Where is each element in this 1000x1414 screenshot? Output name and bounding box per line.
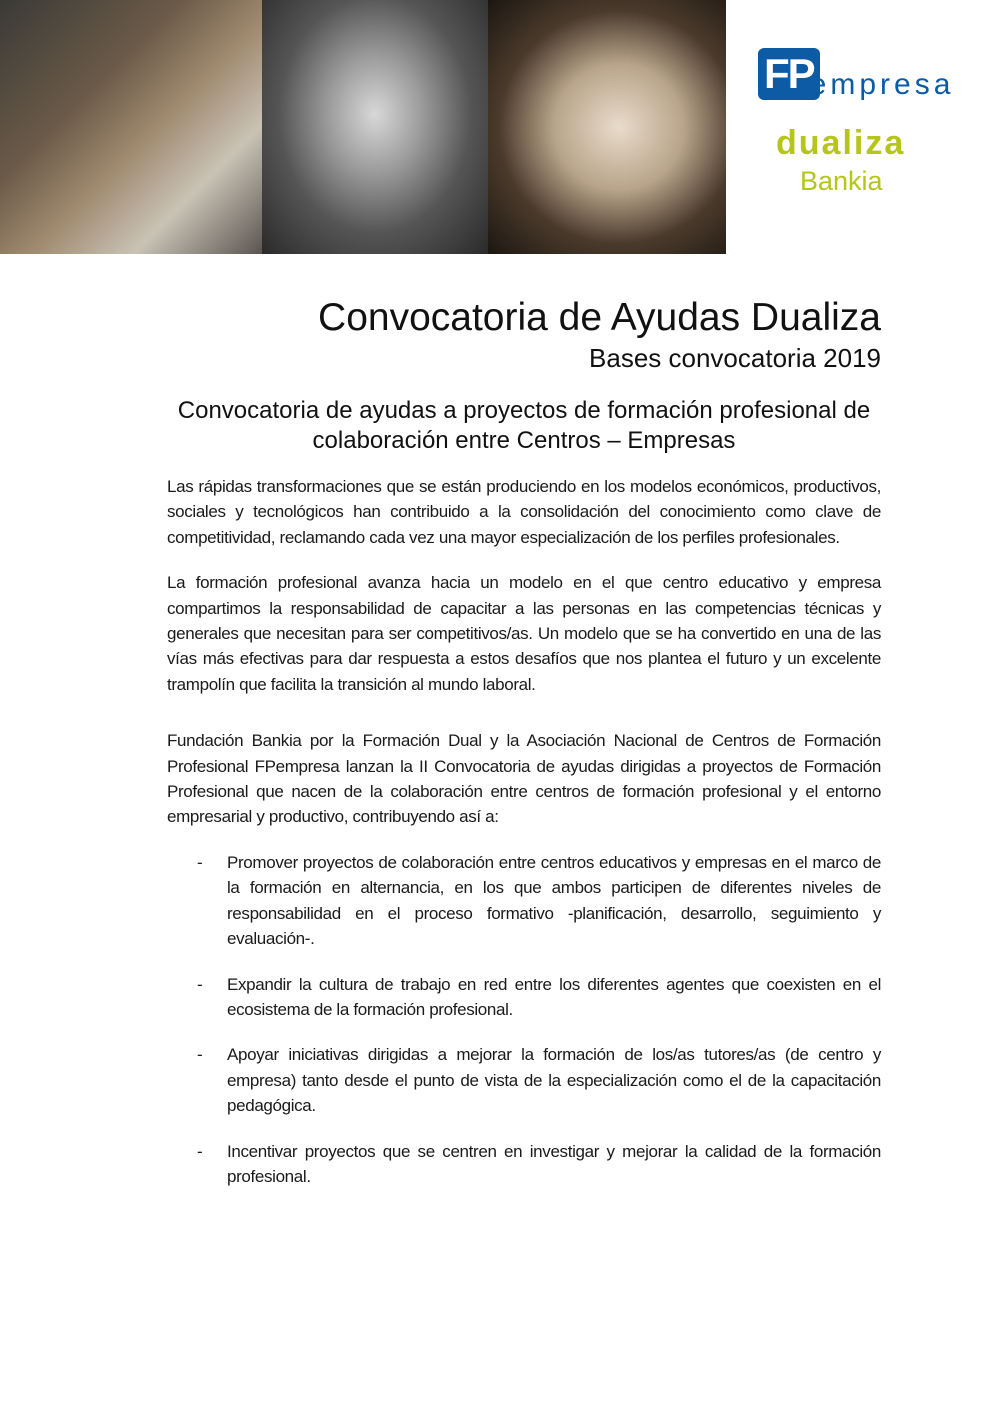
list-item <box>167 1139 881 1190</box>
fpempresa-logo-fp: FP <box>758 48 820 100</box>
fpempresa-logo-word: empresa <box>809 68 955 101</box>
bankia-logo: Bankia <box>800 166 883 196</box>
list-item-text: Promover proyectos de colaboración entre centros educativos y empresas en el marco de la formación en alternancia, en los que ambos participen de diferentes niveles de responsabilidad en el proceso formativo -planificación, desarrollo, seguimiento y evaluación-. <box>227 852 881 949</box>
photo-high-five <box>0 0 262 254</box>
section-heading: Convocatoria de ayudas a proyectos de formación profesional de colaboración entre Centros – Empresas <box>177 397 871 454</box>
paragraph: Fundación Bankia por la Formación Dual y la Asociación Nacional de Centros de Formación Profesional FPempresa lanzan la II Convocatoria de ayudas dirigidas a proyectos de Formación Profesional que nacen de la colaboración entre centros de formación profesional y el entorno empresarial y productivo, contribuyendo así a: <box>167 731 881 827</box>
bullet-dash: - <box>197 1045 203 1065</box>
paragraph: Las rápidas transformaciones que se están produciendo en los modelos económicos, productivos, sociales y tecnológicos han contribuido a la consolidación del conocimiento como clave de competitividad, reclamando cada vez una mayor especialización de los perfiles profesionales. <box>167 477 881 547</box>
fpempresa-logo <box>758 48 954 100</box>
list-item-text: Incentivar proyectos que se centren en investigar y mejorar la calidad de la formación profesional. <box>227 1141 881 1186</box>
paragraph: La formación profesional avanza hacia un modelo en el que centro educativo y empresa compartimos la responsabilidad de capacitar a las personas en las competencias técnicas y generales que necesitan para ser competitivos/as. Un modelo que se ha convertido en una de las vías más efectivas para dar respuesta a estos desafíos que nos plantea el futuro y un excelente trampolín que facilita la transición al mundo laboral. <box>167 573 881 694</box>
list-item <box>167 1042 881 1118</box>
list-item-text: Expandir la cultura de trabajo en red entre los diferentes agentes que coexisten en el ecosistema de la formación profesional. <box>227 974 881 1019</box>
document-body <box>167 474 881 1209</box>
photo-paper-plane <box>488 0 726 254</box>
bullet-dash: - <box>197 852 203 872</box>
dualiza-logo: dualiza <box>776 124 906 162</box>
page-title: Convocatoria de Ayudas Dualiza <box>318 296 881 339</box>
page-subtitle: Bases convocatoria 2019 <box>589 343 881 373</box>
list-item <box>167 850 881 952</box>
list-item <box>167 972 881 1023</box>
bullet-dash: - <box>197 1141 203 1161</box>
list-item-text: Apoyar iniciativas dirigidas a mejorar la formación de los/as tutores/as (de centro y empresa) tanto desde el punto de vista de la especialización como el de la capacitación pedagógica. <box>227 1045 881 1116</box>
bullet-dash: - <box>197 974 203 994</box>
photo-smiling-woman <box>262 0 488 254</box>
